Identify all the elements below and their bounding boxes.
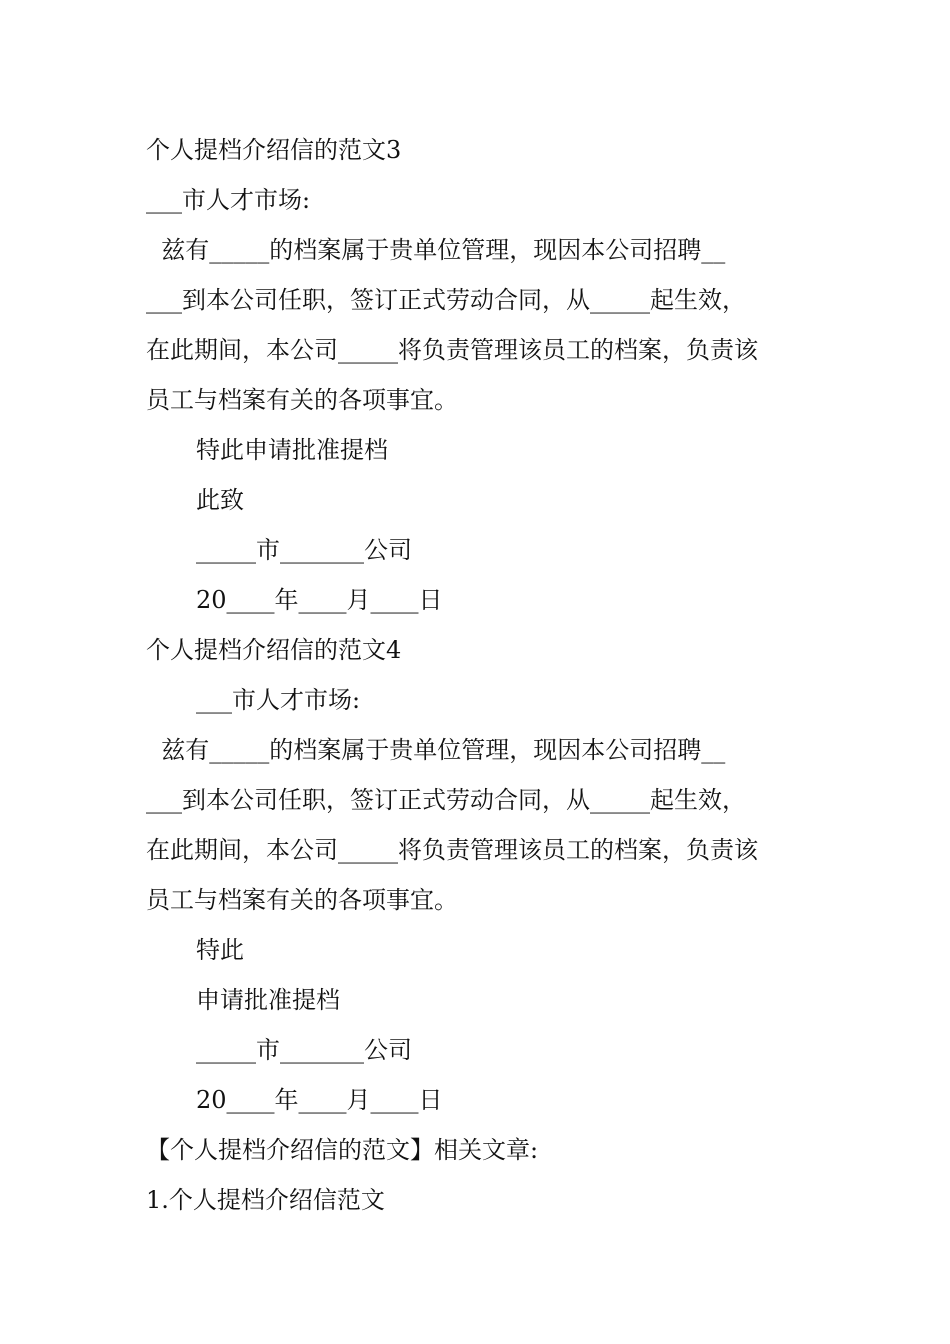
letter4-closing2: 申请批准提档 [196, 986, 340, 1014]
related-heading: 【个人提档介绍信的范文】相关文章: [146, 1136, 539, 1164]
letter4-salutation: ___市人才市场: [196, 686, 361, 714]
letter3-request: 特此申请批准提档 [196, 436, 388, 464]
letter4-date: 20____年____月____日 [196, 1086, 443, 1114]
letter4-body-line2: ___到本公司任职，签订正式劳动合同，从_____起生效， [146, 786, 746, 814]
letter3-company: _____市_______公司 [196, 536, 412, 564]
letter4-closing1: 特此 [196, 936, 244, 964]
related-link-1[interactable]: 1.个人提档介绍信范文 [146, 1186, 385, 1214]
letter3-title: 个人提档介绍信的范文3 [146, 136, 402, 164]
letter3-body-line3: 在此期间，本公司_____将负责管理该员工的档案，负责该 [146, 336, 758, 364]
letter3-body-line1: 兹有_____的档案属于贵单位管理，现因本公司招聘__ [146, 236, 726, 264]
letter4-body-line1: 兹有_____的档案属于贵单位管理，现因本公司招聘__ [146, 736, 726, 764]
letter4-company: _____市_______公司 [196, 1036, 412, 1064]
letter3-body-line2: ___到本公司任职，签订正式劳动合同，从_____起生效， [146, 286, 746, 314]
letter3-regards: 此致 [196, 486, 244, 514]
letter4-body-line4: 员工与档案有关的各项事宜。 [146, 886, 458, 914]
letter3-body-line4: 员工与档案有关的各项事宜。 [146, 386, 458, 414]
letter4-body-line3: 在此期间，本公司_____将负责管理该员工的档案，负责该 [146, 836, 758, 864]
letter3-salutation: ___市人才市场: [146, 186, 311, 214]
letter3-date: 20____年____月____日 [196, 586, 443, 614]
letter4-title: 个人提档介绍信的范文4 [146, 636, 402, 664]
